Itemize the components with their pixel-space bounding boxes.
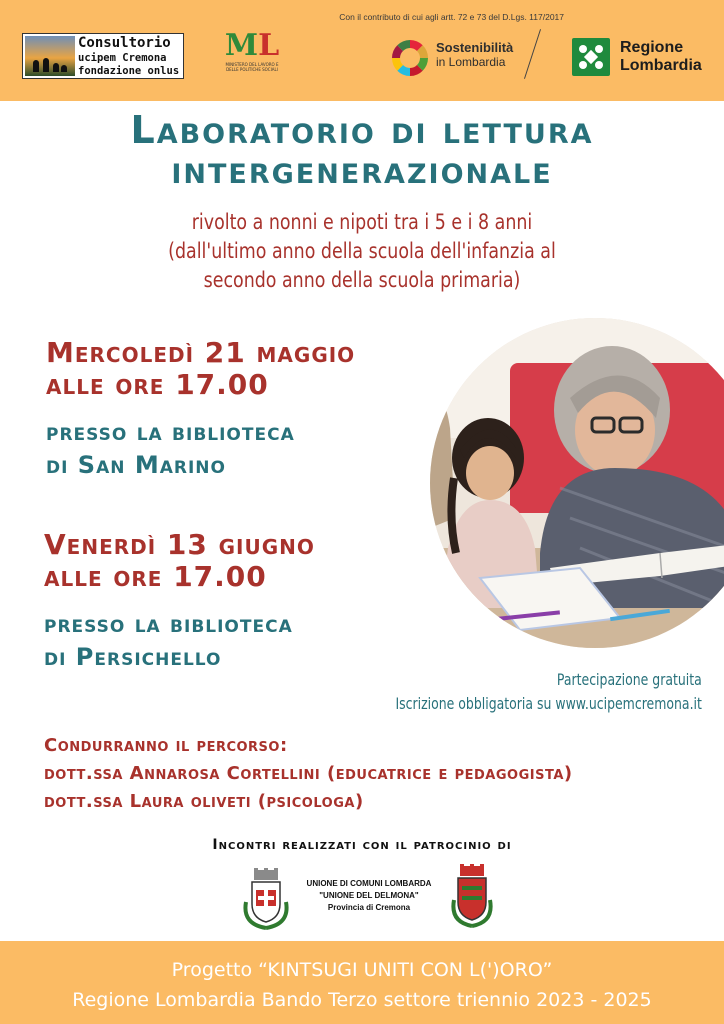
leaders-heading: Condurranno il percorso: [44,735,288,756]
sostenibilita-line1: Sostenibilità [436,40,514,55]
page-title-line1: Laboratorio di lettura [130,108,594,152]
ministero-logo [224,30,280,80]
municipal-crest-icon [240,866,292,932]
unione-line2: "UNIONE DEL DELMONA" [319,891,419,900]
delmona-crest-icon [448,862,496,930]
event1-place-line2: di San Marino [46,451,226,479]
family-silhouette-icon [25,36,75,76]
unione-line1: UNIONE DI COMUNI LOMBARDA [306,879,432,888]
leader-2: dott.ssa Laura oliveti (psicologa) [44,791,364,812]
ministero-caption: MINISTERO DEL LAVORO E DELLE POLITICHE SOCIALI [225,62,279,72]
subtitle-line3: secondo anno della scuola primaria) [203,268,521,292]
contribution-note: Con il contributo di cui agli artt. 72 e 73 del D.Lgs. 117/2017 [339,12,564,22]
sdg-wheel-icon [390,38,430,78]
consultorio-logo-line1: Consultorio [78,35,171,51]
page-title-line2: intergenerazionale [171,148,553,192]
registration-note: Iscrizione obbligatoria su www.ucipemcremona.it [395,694,702,713]
sostenibilita-logo [436,40,513,69]
sostenibilita-line2: in Lombardia [436,55,506,69]
subtitle-line2: (dall'ultimo anno della scuola dell'infanzia al [168,239,556,263]
consultorio-logo-line3: fondazione onlus [78,65,180,77]
event2-place-line2: di Persichello [44,643,222,671]
consultorio-logo-line2: ucipem Cremona [78,52,167,64]
regione-line2: Lombardia [620,57,702,74]
footer-project: Progetto “KINTSUGI UNITI CON L(')ORO” [171,959,553,981]
consultorio-logo [22,33,184,79]
unione-delmona-text [296,878,442,914]
footer-bando: Regione Lombardia Bando Terzo settore triennio 2023 - 2025 [72,989,652,1011]
event2-place-line1: presso la biblioteca [44,610,293,638]
event1-time: alle ore 17.00 [46,368,269,401]
logo-divider [524,29,541,79]
event2-time: alle ore 17.00 [44,560,267,593]
patronage-heading: Incontri realizzati con il patrocinio di [212,837,512,853]
subtitle-line1: rivolto a nonni e nipoti tra i 5 e i 8 anni [191,210,533,234]
ministero-monogram-l: L [258,28,280,63]
regione-lombardia-rose-icon [572,38,610,76]
grandmother-child-reading-photo [430,318,724,648]
regione-lombardia-logo [620,39,702,75]
unione-line3: Provincia di Cremona [327,903,411,912]
leader-1: dott.ssa Annarosa Cortellini (educatrice e pedagogista) [44,763,573,784]
subtitle [86,208,637,295]
footer-banner [0,941,724,1024]
regione-line1: Regione [620,39,684,56]
ministero-monogram-m: M [224,28,259,63]
participation-note: Partecipazione gratuita [557,670,702,689]
event1-place-line1: presso la biblioteca [46,418,295,446]
event2-date: Venerdì 13 giugno [44,528,315,561]
event1-date: Mercoledì 21 maggio [46,336,356,369]
header-banner [0,0,724,101]
